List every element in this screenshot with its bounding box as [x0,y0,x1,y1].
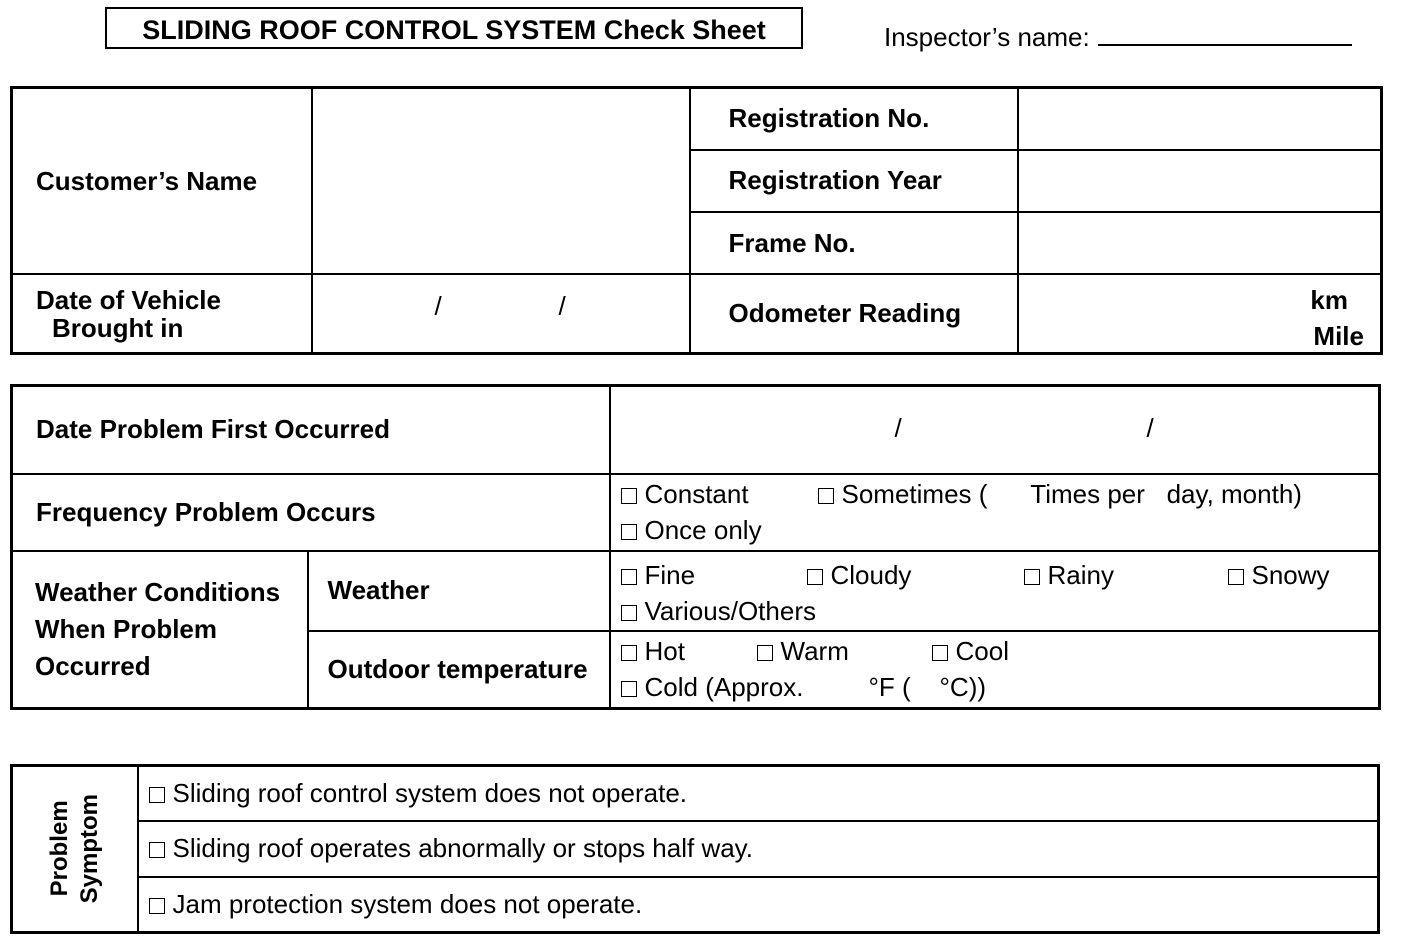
date-separator: / [558,291,566,322]
checkbox[interactable] [621,605,637,621]
weather-fine-option[interactable] [621,560,696,591]
weather-label: Weather [308,551,610,631]
checkbox[interactable] [1024,569,1040,585]
checkbox[interactable] [621,524,637,540]
date-separator: / [434,291,442,322]
checkbox[interactable] [621,488,637,504]
weather-various-label: Various/Others [644,595,816,626]
checkbox[interactable] [621,645,637,661]
weather-conditions-line3: Occurred [35,650,151,681]
problem-symptom-vertical-text [45,794,105,903]
inspector-name-field[interactable] [884,20,1352,53]
temp-cold-option[interactable] [621,672,987,703]
checkbox[interactable] [149,787,165,803]
frame-no-value[interactable] [1018,212,1382,274]
weather-conditions-line2: When Problem [35,613,218,644]
freq-sometimes-label: Sometimes ( Times per day, month) [841,478,1302,509]
checkbox[interactable] [1228,569,1244,585]
unit-mile: Mile [1313,321,1364,352]
date-brought-value[interactable] [312,274,690,353]
weather-conditions-line1: Weather Conditions [35,576,281,607]
freq-constant-option[interactable] [621,479,749,510]
weather-snowy-option[interactable] [1228,560,1330,591]
problem-symptom-line2: Symptom [75,794,103,904]
odometer-label: Odometer Reading [690,274,1018,353]
frame-no-label: Frame No. [690,212,1018,274]
weather-snowy-label: Snowy [1251,559,1330,590]
symptom-option[interactable] [149,833,753,863]
checkbox[interactable] [149,842,165,858]
checkbox[interactable] [621,569,637,585]
date-separator: / [894,413,902,443]
checkbox[interactable] [149,898,165,914]
temp-cool-label: Cool [955,635,1009,666]
symptom-item[interactable] [138,766,1379,821]
inspector-name-line[interactable] [1098,20,1352,46]
temperature-options [610,631,1380,709]
checkbox[interactable] [807,569,823,585]
temp-cold-label: Cold (Approx. °F ( °C)) [644,671,987,702]
outdoor-temperature-label: Outdoor temperature [308,631,610,709]
weather-conditions-label [12,551,308,709]
checkbox[interactable] [757,645,773,661]
inspector-label: Inspector’s name: [884,22,1090,52]
freq-once-option[interactable] [621,515,762,546]
temp-warm-option[interactable] [757,636,849,667]
symptom-item[interactable] [138,877,1379,933]
problem-conditions-table [10,384,1381,710]
weather-rainy-option[interactable] [1024,560,1114,591]
temp-hot-label: Hot [644,635,685,666]
registration-no-label: Registration No. [690,88,1018,150]
date-brought-label-line1: Date of Vehicle [36,284,221,315]
weather-options [610,551,1380,631]
weather-fine-label: Fine [644,559,696,590]
customer-name-value[interactable] [312,88,690,275]
temp-warm-label: Warm [780,635,849,666]
date-first-occurred-value[interactable] [610,386,1380,474]
freq-sometimes-option[interactable] [818,479,1302,510]
date-brought-label [12,274,312,353]
odometer-value[interactable] [1018,274,1382,353]
weather-cloudy-option[interactable] [807,560,912,591]
freq-constant-label: Constant [644,478,749,509]
temp-cool-option[interactable] [932,636,1009,667]
date-brought-label-line2: Brought in [52,312,184,343]
frequency-label: Frequency Problem Occurs [12,474,610,551]
sheet-title: SLIDING ROOF CONTROL SYSTEM Check Sheet [105,7,803,49]
symptom-label: Jam protection system does not operate. [172,888,643,919]
symptom-option[interactable] [149,889,643,919]
checkbox[interactable] [818,488,834,504]
date-first-occurred-label: Date Problem First Occurred [12,386,610,474]
symptom-item[interactable] [138,821,1379,877]
weather-cloudy-label: Cloudy [830,559,912,590]
problem-symptom-label [12,766,138,933]
registration-year-value[interactable] [1018,150,1382,212]
registration-no-value[interactable] [1018,88,1382,150]
freq-once-label: Once only [644,514,762,545]
unit-km: km [1310,285,1348,316]
weather-rainy-label: Rainy [1047,559,1114,590]
weather-various-option[interactable] [621,596,816,627]
checkbox[interactable] [932,645,948,661]
registration-year-label: Registration Year [690,150,1018,212]
symptom-option[interactable] [149,778,688,808]
temp-hot-option[interactable] [621,636,685,667]
frequency-options [610,474,1380,551]
checkbox[interactable] [621,681,637,697]
date-separator: / [1146,413,1154,443]
problem-symptom-table [10,764,1380,934]
vehicle-info-table [10,86,1383,355]
customer-name-label: Customer’s Name [12,88,312,275]
symptom-label: Sliding roof operates abnormally or stops half way. [172,833,753,863]
problem-symptom-line1: Problem [45,800,73,898]
symptom-label: Sliding roof control system does not operate. [172,777,688,808]
